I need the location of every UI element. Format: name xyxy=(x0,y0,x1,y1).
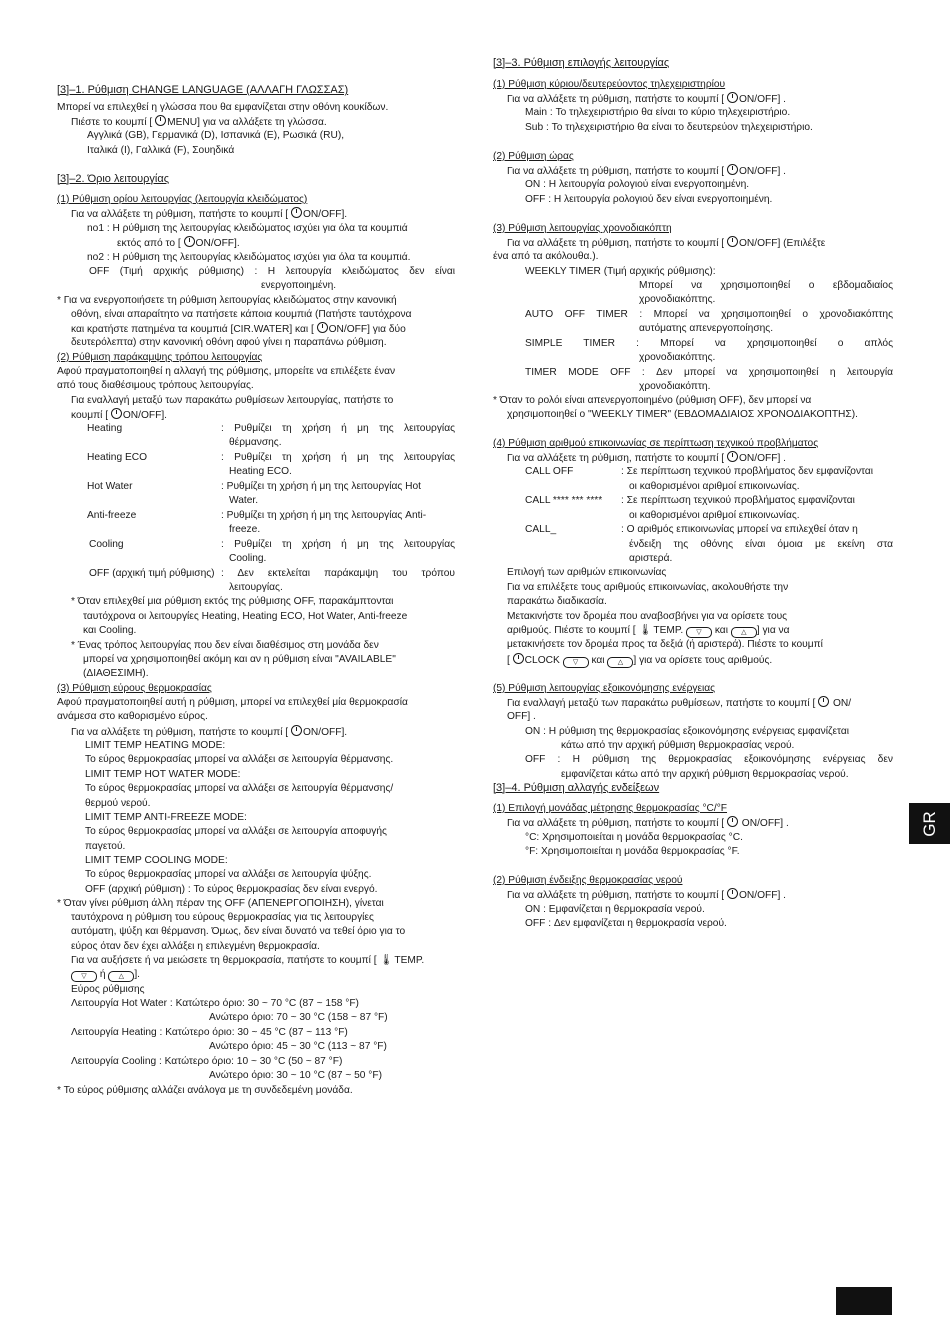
text-line: χρονοδιακόπτη. xyxy=(639,381,711,392)
text-line: OFF] . xyxy=(507,711,536,722)
section-heading: [3]–3. Ρύθμιση επιλογής λειτουργίας xyxy=(493,57,670,69)
text-line: : Ρυθμίζει τη χρήση ή μη της λειτουργίας xyxy=(221,452,455,463)
text-segment: Για να αυξήσετε ή να μειώσετε τη θερμοκρασία, πατήστε το κουμπί [ xyxy=(71,955,380,966)
clock-icon xyxy=(727,92,738,103)
subsection-heading: (2) Ρύθμιση παράκαμψης τρόπου λειτουργίας xyxy=(57,352,263,363)
text-line: CALL_ xyxy=(525,524,557,535)
down-arrow-key-icon: ▽ xyxy=(563,657,589,668)
text-line: από τους διαθέσιμους τρόπους λειτουργίας. xyxy=(57,380,254,391)
text-line: Anti-freeze xyxy=(87,510,137,521)
text-line xyxy=(507,816,893,830)
text-line xyxy=(71,725,455,739)
text-line: OFF : Η ρύθμιση της θερμοκρασίας εξοικονόμησης ενέργειας δεν xyxy=(525,754,893,765)
text-line: Το εύρος θερμοκρασίας μπορεί να αλλάξει σε λειτουργία θέρμανσης/ xyxy=(85,783,394,794)
text-line: no2 : Η ρύθμιση της λειτουργίας κλειδώματος ισχύει για όλα τα κουμπιά. xyxy=(87,252,411,263)
text-segment: ON/OFF] . xyxy=(738,818,789,829)
text-line: Μπορεί να χρησιμοποιηθεί ο εβδομαδιαίος xyxy=(639,280,893,291)
text-line: Λειτουργία Hot Water : Κατώτερο όριο: 30 ~ 70 °C (87 ~ 158 °F) xyxy=(71,998,359,1009)
text-segment: ON/OFF]. xyxy=(195,238,240,249)
subsection-heading: (1) Επιλογή μονάδας μέτρησης θερμοκρασίας °C/°F xyxy=(493,803,728,814)
text-line: και Cooling. xyxy=(83,625,137,636)
text-line: Heating ECO xyxy=(87,452,148,463)
subsection-heading: (4) Ρύθμιση αριθμού επικοινωνίας σε περίπτωση τεχνικού προβλήματος xyxy=(493,438,819,449)
text-line: * Όταν επιλεχθεί μια ρύθμιση εκτός της ρύθμισης OFF, παρακάμπτονται xyxy=(71,596,394,607)
text-line: OFF (αρχική ρύθμιση) : Το εύρος θερμοκρασίας δεν είναι ενεργό. xyxy=(85,884,378,895)
power-icon xyxy=(184,236,195,247)
text-line: ανάμεσα στο καθορισμένο εύρος. xyxy=(57,711,208,722)
text-line: αριστερά. xyxy=(629,553,673,564)
text-line: °C: Χρησιμοποιείται η μονάδα θερμοκρασίας °C. xyxy=(525,832,743,843)
thermometer-icon: 🌡 xyxy=(638,624,653,636)
text-line: δευτερόλεπτα) στην κανονική οθόνη αφού γίνει η παραπάνω ρύθμιση. xyxy=(71,337,387,348)
text-segment: ON/OFF] για δύο xyxy=(328,324,406,335)
text-line: * Όταν το ρολόι είναι απενεργοποιημένο (ρύθμιση OFF), δεν μπορεί να xyxy=(493,395,812,406)
section-heading: [3]–2. Όριο λειτουργίας xyxy=(57,173,170,185)
text-segment: Για να αλλάξετε τη ρύθμιση, πατήστε το κουμπί [ xyxy=(507,238,727,249)
text-line xyxy=(71,322,455,336)
key-conjunction: και xyxy=(588,655,608,666)
text-line: : Δεν εκτελείται παράκαμψη του τρόπου xyxy=(221,568,455,579)
text-line: Ανώτερο όριο: 45 ~ 30 °C (113 ~ 87 °F) xyxy=(209,1041,387,1052)
section-heading: [3]–1. Ρύθμιση CHANGE LANGUAGE (ΑΛΛΑΓΗ ΓΛΩΣΣΑΣ) xyxy=(57,84,349,96)
page-number-box xyxy=(836,1287,892,1315)
key-conjunction: ή xyxy=(97,969,109,980)
thermometer-icon: 🌡 xyxy=(379,954,394,966)
text-line: WEEKLY TIMER (Τιμή αρχικής ρύθμισης): xyxy=(525,266,716,277)
text-line: TIMER MODE OFF : Δεν μπορεί να χρησιμοποιηθεί η λειτουργία xyxy=(525,367,893,378)
text-line: θέρμανσης. xyxy=(229,437,282,448)
text-line xyxy=(117,236,455,250)
clock-icon xyxy=(291,725,302,736)
clock-icon xyxy=(513,653,524,664)
text-line: ON : Η λειτουργία ρολογιού είναι ενεργοποιημένη. xyxy=(525,179,750,190)
text-line: AUTO OFF TIMER : Μπορεί να χρησιμοποιηθεί ο χρονοδιακόπτης xyxy=(525,309,893,320)
text-line: (ΔΙΑΘΕΣΙΜΗ). xyxy=(83,668,149,679)
text-segment: Για να αλλάξετε τη ρύθμιση, πατήστε το κουμπί [ xyxy=(507,166,727,177)
language-tab xyxy=(909,803,950,844)
text-line: Sub : Το τηλεχειριστήριο θα είναι το δευτερεύον τηλεχειριστήριο. xyxy=(525,122,813,133)
text-segment: αριθμούς. Πιέστε το κουμπί [ xyxy=(507,625,639,636)
text-segment: ON/OFF] . xyxy=(738,453,786,464)
text-line: * Ένας τρόπος λειτουργίας που δεν είναι διαθέσιμος στη μονάδα δεν xyxy=(71,640,379,651)
up-arrow-key-icon: △ xyxy=(108,971,134,982)
text-line: LIMIT TEMP HEATING MODE: xyxy=(85,740,226,751)
text-line: οθόνη, είναι απαραίτητο να πατήσετε κάποια κουμπιά (Πατήστε ταυτόχρονα xyxy=(71,309,412,320)
clock-icon xyxy=(818,696,829,707)
text-line xyxy=(507,92,893,106)
text-line: ένα από τα ακόλουθα.). xyxy=(493,251,599,262)
up-arrow-key-icon: △ xyxy=(607,657,633,668)
text-line: Cooling. xyxy=(229,553,267,564)
up-arrow-key-icon: △ xyxy=(731,627,757,638)
text-segment: MENU] για να αλλάξετε τη γλώσσα. xyxy=(167,117,327,128)
language-tab-label: GR xyxy=(919,810,939,837)
text-line: Για εναλλαγή μεταξύ των παρακάτω ρυθμίσεων λειτουργίας, πατήστε το xyxy=(71,395,394,406)
text-line: : Σε περίπτωση τεχνικού προβλήματος δεν εμφανίζονται xyxy=(621,466,874,477)
subsection-heading: (5) Ρύθμιση λειτουργίας εξοικονόμησης ενέργειας xyxy=(493,683,716,694)
text-line xyxy=(507,696,893,710)
text-segment: Για να αλλάξετε τη ρύθμιση, πατήστε το κουμπί [ xyxy=(507,453,727,464)
text-line: LIMIT TEMP ANTI-FREEZE MODE: xyxy=(85,812,247,823)
text-segment: ] για να ορίσετε τους αριθμούς. xyxy=(633,655,773,666)
text-line: Το εύρος θερμοκρασίας μπορεί να αλλάξει σε λειτουργία θέρμανσης. xyxy=(85,754,394,765)
text-line: CALL **** *** **** xyxy=(525,495,603,506)
text-line: παρακάτω διαδικασία. xyxy=(507,596,607,607)
clock-icon xyxy=(111,408,122,419)
text-segment: ON/OFF]. xyxy=(302,209,348,220)
clock-icon xyxy=(291,207,302,218)
text-segment: ] για να xyxy=(756,625,790,636)
subsection-heading: (2) Ρύθμιση ώρας xyxy=(493,151,574,162)
text-segment: ON/OFF] (Επιλέξτε xyxy=(738,238,826,249)
text-segment: TEMP. xyxy=(394,955,425,966)
text-line: εύρος όταν δεν έχει αλλάξει η επιλεγμένη θερμοκρασία. xyxy=(71,941,320,952)
text-line: : Ρυθμίζει τη χρήση ή μη της λειτουργίας Anti- xyxy=(221,510,427,521)
clock-icon xyxy=(727,451,738,462)
text-line: Hot Water xyxy=(87,481,133,492)
subsection-heading: (2) Ρύθμιση ένδειξης θερμοκρασίας νερού xyxy=(493,875,683,886)
text-line: LIMIT TEMP COOLING MODE: xyxy=(85,855,228,866)
text-line xyxy=(71,207,455,221)
text-segment: εκτός από το [ xyxy=(117,238,184,249)
text-line: LIMIT TEMP HOT WATER MODE: xyxy=(85,769,241,780)
text-line: ταυτόχρονα οι λειτουργίες Heating, Heating ECO, Hot Water, Anti-freeze xyxy=(83,611,408,622)
text-segment: [ xyxy=(507,655,513,666)
text-line: θερμού νερού. xyxy=(85,798,151,809)
text-line xyxy=(507,164,893,178)
text-line: Heating xyxy=(87,423,123,434)
text-segment: Για να αλλάξετε τη ρύθμιση, πατήστε το κουμπί [ xyxy=(507,94,727,105)
text-segment: ON/OFF]. xyxy=(302,727,348,738)
text-line: : Σε περίπτωση τεχνικού προβλήματος εμφανίζονται xyxy=(621,495,855,506)
key-conjunction: και xyxy=(712,625,731,636)
down-arrow-key-icon: ▽ xyxy=(71,971,97,982)
text-line: λειτουργίας. xyxy=(229,582,283,593)
text-segment: Πιέστε το κουμπί [ xyxy=(71,117,156,128)
text-line xyxy=(71,408,455,422)
text-line: Water. xyxy=(229,495,259,506)
text-line: °F: Χρησιμοποιείται η μονάδα θερμοκρασίας °F. xyxy=(525,846,740,857)
text-segment: ON/OFF]. xyxy=(122,410,168,421)
text-line: μετακινήσετε τον δρομέα προς τα δεξιά (ή αριστερά). Πιέστε το κουμπί xyxy=(507,639,823,650)
text-segment: Για εναλλαγή μεταξύ των παρακάτω ρυθμίσεων, πατήστε το κουμπί [ xyxy=(507,698,819,709)
text-segment: ON/ xyxy=(830,698,852,709)
power-icon xyxy=(317,322,328,333)
clock-icon xyxy=(727,236,738,247)
text-segment: ]. xyxy=(134,969,140,980)
text-line: : Ρυθμίζει τη χρήση ή μη της λειτουργίας xyxy=(221,539,455,550)
text-line: Λειτουργία Heating : Κατώτερο όριο: 30 ~ 45 °C (87 ~ 113 °F) xyxy=(71,1027,348,1038)
text-line: Μπορεί να επιλεχθεί η γλώσσα που θα εμφανίζεται στην οθόνη κουκίδων. xyxy=(57,102,389,113)
subsection-heading: (3) Ρύθμιση λειτουργίας χρονοδιακόπτη xyxy=(493,223,672,234)
down-arrow-key-icon: ▽ xyxy=(686,627,712,638)
text-line: ταυτόχρονα η ρύθμιση του εύρους θερμοκρασίας για τις λειτουργίες xyxy=(71,912,374,923)
text-line: αυτόματης απενεργοποίησης. xyxy=(639,323,774,334)
clock-icon xyxy=(727,164,738,175)
clock-icon xyxy=(727,888,738,899)
text-line xyxy=(71,954,455,967)
text-line: no1 : Η ρύθμιση της λειτουργίας κλειδώματος ισχύει για όλα τα κουμπιά xyxy=(87,223,408,234)
text-line: Μετακινήστε τον δρομέα που αναβοσβήνει για να ορίσετε τους xyxy=(507,611,788,622)
text-line: CALL OFF xyxy=(525,466,574,477)
text-line: Cooling xyxy=(89,539,124,550)
text-line xyxy=(71,115,455,129)
text-line: Αγγλικά (GB), Γερμανικά (D), Ισπανικά (E), Ρωσικά (RU), xyxy=(87,130,345,141)
text-line: μπορεί να χρησιμοποιηθεί ακόμη και αν η ρύθμιση είναι "AVAILABLE" xyxy=(83,654,396,665)
text-line: ON : Η ρύθμιση της θερμοκρασίας εξοικονόμησης ενέργειας εμφανίζεται xyxy=(525,726,850,737)
text-line: Αφού πραγματοποιηθεί αυτή η ρύθμιση, μπορεί να επιλεχθεί μία θερμοκρασία xyxy=(57,697,408,708)
text-line: freeze. xyxy=(229,524,261,535)
text-line: : Ρυθμίζει τη χρήση ή μη της λειτουργίας Hot xyxy=(221,481,422,492)
clock-icon xyxy=(727,816,738,827)
text-line: : Ρυθμίζει τη χρήση ή μη της λειτουργίας xyxy=(221,423,455,434)
text-line: : Ο αριθμός επικοινωνίας μπορεί να επιλεχθεί όταν η xyxy=(621,524,858,535)
text-segment: TEMP. xyxy=(653,625,686,636)
text-line: OFF (Τιμή αρχικής ρύθμισης) : Η λειτουργία κλειδώματος δεν είναι xyxy=(89,266,455,277)
text-line xyxy=(507,888,893,902)
text-line: OFF : Η λειτουργία ρολογιού δεν είναι ενεργοποιημένη. xyxy=(525,194,773,205)
text-segment: κουμπί [ xyxy=(71,410,111,421)
text-line: Ανώτερο όριο: 30 ~ 10 °C (87 ~ 50 °F) xyxy=(209,1070,382,1081)
text-line: Το εύρος θερμοκρασίας μπορεί να αλλάξει σε λειτουργία ψύξης. xyxy=(85,869,372,880)
text-line: * Το εύρος ρύθμισης αλλάζει ανάλογα με τη συνδεδεμένη μονάδα. xyxy=(57,1085,353,1096)
text-segment: Για να αλλάξετε τη ρύθμιση, πατήστε το κουμπί [ xyxy=(507,818,727,829)
text-line: χρησιμοποιηθεί ο "WEEKLY TIMER" (ΕΒΔΟΜΑΔΙΑΙΟΣ ΧΡΟΝΟΔΙΑΚΟΠΤΗΣ). xyxy=(507,409,858,420)
text-line xyxy=(507,451,893,465)
text-line xyxy=(71,968,455,982)
text-line: Το εύρος θερμοκρασίας μπορεί να αλλάξει σε λειτουργία αποφυγής xyxy=(85,826,387,837)
text-line: χρονοδιακόπτης. xyxy=(639,352,716,363)
text-line: εμφανίζεται κάτω από την αρχική ρύθμιση θερμοκρασίας νερού. xyxy=(561,769,849,780)
text-line: Λειτουργία Cooling : Κατώτερο όριο: 10 ~ 30 °C (50 ~ 87 °F) xyxy=(71,1056,343,1067)
text-line: κάτω από την αρχική ρύθμιση θερμοκρασίας νερού. xyxy=(561,740,795,751)
text-line: Για να επιλέξετε τους αριθμούς επικοινωνίας, ακολουθήστε την xyxy=(507,582,789,593)
text-line: Αφού πραγματοποιηθεί η αλλαγή της ρύθμισης, μπορείτε να επιλέξετε έναν xyxy=(57,366,396,377)
section-heading: [3]–4. Ρύθμιση αλλαγής ενδείξεων xyxy=(493,782,660,794)
text-line xyxy=(507,236,893,250)
text-segment: Για να αλλάξετε τη ρύθμιση, πατήστε το κουμπί [ xyxy=(71,209,291,220)
text-line: OFF (αρχική τιμή ρύθμισης) xyxy=(89,568,215,579)
text-line: χρονοδιακόπτης. xyxy=(639,294,716,305)
text-line: οι καθορισμένοι αριθμοί επικοινωνίας. xyxy=(629,510,800,521)
text-line: SIMPLE TIMER : Μπορεί να χρησιμοποιηθεί ο απλός xyxy=(525,338,893,349)
text-line: Ανώτερο όριο: 70 ~ 30 °C (158 ~ 87 °F) xyxy=(209,1012,388,1023)
subsection-heading: (1) Ρύθμιση ορίου λειτουργίας (λειτουργία κλειδώματος) xyxy=(57,194,308,205)
text-segment: Για να αλλάξετε τη ρύθμιση, πατήστε το κουμπί [ xyxy=(507,890,727,901)
text-line: ένδειξη της οθόνης είναι όμοια με εκείνη στα xyxy=(629,539,893,550)
clock-icon xyxy=(155,115,166,126)
subsection-heading: (3) Ρύθμιση εύρους θερμοκρασίας xyxy=(57,683,212,694)
text-line: Ιταλικά (I), Γαλλικά (F), Σουηδικά xyxy=(87,145,235,156)
text-line: ON : Εμφανίζεται η θερμοκρασία νερού. xyxy=(525,904,705,915)
subsection-heading: (1) Ρύθμιση κύριου/δευτερεύοντος τηλεχειριστηρίου xyxy=(493,79,726,90)
text-line: Εύρος ρύθμισης xyxy=(71,984,145,995)
text-segment: και κρατήστε πατημένα τα κουμπιά [CIR.WATER] και [ xyxy=(71,324,317,335)
text-line: Επιλογή των αριθμών επικοινωνίας xyxy=(507,567,667,578)
text-line: ενεργοποιημένη. xyxy=(261,280,337,291)
text-line xyxy=(507,653,893,668)
text-segment: ON/OFF] . xyxy=(738,890,786,901)
text-line: Main : Το τηλεχειριστήριο θα είναι το κύριο τηλεχειριστήριο. xyxy=(525,107,791,118)
text-segment: Για να αλλάξετε τη ρύθμιση, πατήστε το κουμπί [ xyxy=(71,727,291,738)
text-line: * Για να ενεργοποιήσετε τη ρύθμιση λειτουργίας κλειδώματος στην κανονική xyxy=(57,295,397,306)
text-line: OFF : Δεν εμφανίζεται η θερμοκρασία νερού. xyxy=(525,918,727,929)
text-segment: ON/OFF] . xyxy=(738,94,786,105)
text-line: Heating ECO. xyxy=(229,466,292,477)
text-line: αυτόματη, ψύξη και θέρμανση. Όμως, δεν είναι δυνατό να τεθεί όριο για το xyxy=(71,926,406,937)
text-line: * Όταν γίνει ρύθμιση άλλη πέραν της OFF (ΑΠΕΝΕΡΓΟΠΟΙΗΣΗ), γίνεται xyxy=(57,898,384,909)
text-line xyxy=(507,624,893,638)
text-segment: CLOCK xyxy=(524,655,563,666)
text-segment: ON/OFF] . xyxy=(738,166,786,177)
text-line: παγετού. xyxy=(85,841,126,852)
text-line: οι καθορισμένοι αριθμοί επικοινωνίας. xyxy=(629,481,800,492)
